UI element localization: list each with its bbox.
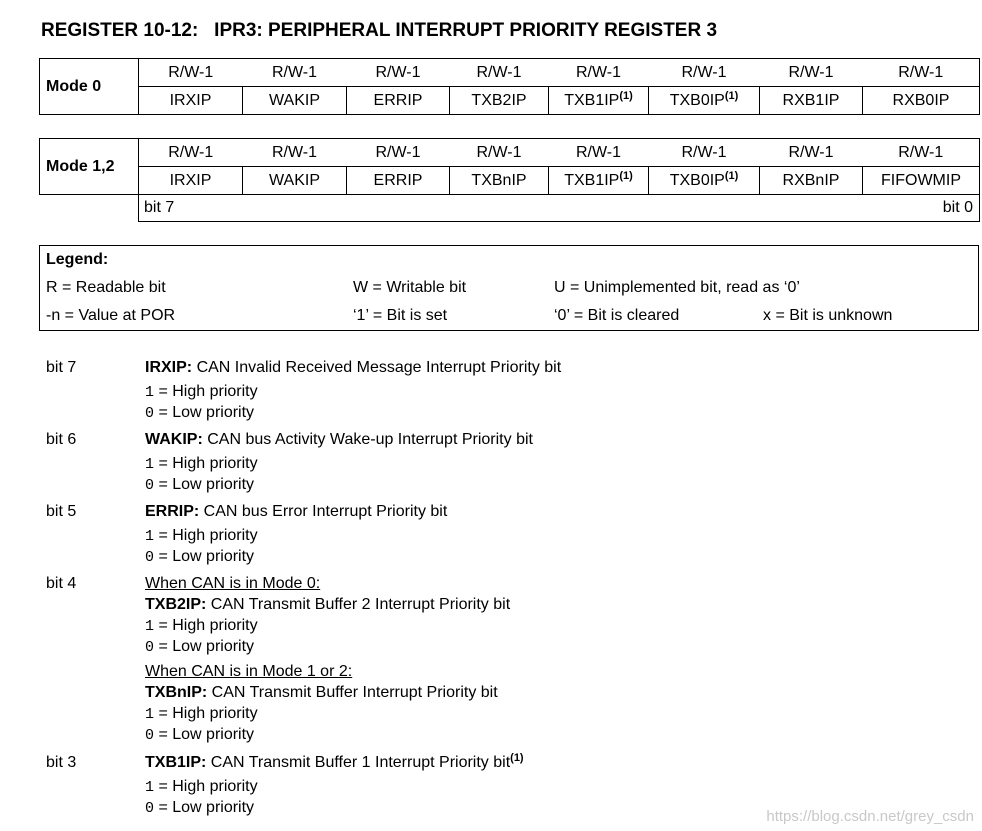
bit3-low: 0 = Low priority [145,799,255,817]
mode0-register-table [39,58,980,115]
bit4-mode12-high: 1 = High priority [145,705,258,723]
bit6-low: 0 = Low priority [145,476,255,494]
bit-position-spacer [40,195,139,222]
mode12-access-row [40,139,980,167]
mode0-access-cell: R/W-1 [347,59,450,87]
bit4-mode0-title: TXB2IP: CAN Transmit Buffer 2 Interrupt Priority bit [145,596,511,613]
bit5-high: 1 = High priority [145,527,258,545]
mode0-bit-name: IRXIP [139,87,243,115]
mode12-access-cell: R/W-1 [243,139,347,167]
mode0-access-cell: R/W-1 [549,59,649,87]
bit4-mode0-low: 0 = Low priority [145,638,255,656]
mode0-bit-name: ERRIP [347,87,450,115]
mode12-names-row [40,167,980,195]
mode0-bit-name: TXB2IP [450,87,549,115]
mode12-label: Mode 1,2 [40,139,139,195]
mode12-bit-name: TXB1IP$^{(1)}$ [549,167,649,195]
mode12-access-cell: R/W-1 [139,139,243,167]
legend-bit-unknown: x = Bit is unknown [763,307,893,324]
mode0-access-cell: R/W-1 [450,59,549,87]
bit6-number: bit 6 [46,431,77,448]
mode0-access-cell: R/W-1 [139,59,243,87]
bit4-mode12-heading: When CAN is in Mode 1 or 2: [145,663,353,680]
mode12-bit-name: IRXIP [139,167,243,195]
mode0-access-cell: R/W-1 [243,59,347,87]
mode0-bit-name: WAKIP [243,87,347,115]
mode12-bit-name: TXBnIP [450,167,549,195]
legend-title: Legend: [46,251,109,268]
mode0-access-cell: R/W-1 [760,59,863,87]
legend-readable: R = Readable bit [46,279,166,296]
bit7-low: 0 = Low priority [145,404,255,422]
mode12-access-cell: R/W-1 [863,139,980,167]
mode0-access-cell: R/W-1 [649,59,760,87]
bit-position-cell [139,195,980,222]
bit4-mode12-low: 0 = Low priority [145,726,255,744]
bit5-low: 0 = Low priority [145,548,255,566]
bit4-mode0-high: 1 = High priority [145,617,258,635]
bit-low-label: bit 0 [942,199,973,216]
bit7-title: IRXIP: CAN Invalid Received Message Interrupt Priority bit [145,359,562,376]
bit7-number: bit 7 [46,359,77,376]
bit-high-label: bit 7 [144,199,175,216]
mode12-bit-name: ERRIP [347,167,450,195]
legend-writable: W = Writable bit [353,279,467,296]
mode12-access-cell: R/W-1 [450,139,549,167]
bit3-title: TXB1IP: CAN Transmit Buffer 1 Interrupt Priority bit$^{(1)}$ [145,752,524,771]
mode0-label: Mode 0 [40,59,139,115]
mode12-bit-name: RXBnIP [760,167,863,195]
bit3-high: 1 = High priority [145,778,258,796]
mode12-bit-name: FIFOWMIP [863,167,980,195]
bit7-high: 1 = High priority [145,383,258,401]
bit4-number: bit 4 [46,575,77,592]
mode0-access-row [40,59,980,87]
mode12-access-cell: R/W-1 [549,139,649,167]
register-title: REGISTER 10-12: IPR3: PERIPHERAL INTERRUPT PRIORITY REGISTER 3 [41,20,718,41]
mode0-bit-name: RXB0IP [863,87,980,115]
bit6-title: WAKIP: CAN bus Activity Wake-up Interrupt Priority bit [145,431,533,448]
bit4-mode0-heading: When CAN is in Mode 0: [145,575,321,592]
mode0-bit-name: TXB0IP$^{(1)}$ [649,87,760,115]
mode12-access-cell: R/W-1 [347,139,450,167]
mode12-access-cell: R/W-1 [649,139,760,167]
legend-bit-set: ‘1’ = Bit is set [353,307,448,324]
legend-box [39,245,979,331]
mode12-bit-name: WAKIP [243,167,347,195]
mode12-bit-name: TXB0IP$^{(1)}$ [649,167,760,195]
bit4-mode12-title: TXBnIP: CAN Transmit Buffer Interrupt Priority bit [145,684,498,701]
mode0-bit-name: TXB1IP$^{(1)}$ [549,87,649,115]
bit-position-row [40,195,980,222]
legend-unimplemented: U = Unimplemented bit, read as ‘0’ [554,279,800,296]
mode0-access-cell: R/W-1 [863,59,980,87]
bit3-number: bit 3 [46,754,77,771]
mode12-register-table [39,138,980,222]
bit5-title: ERRIP: CAN bus Error Interrupt Priority bit [145,503,448,520]
watermark-url: https://blog.csdn.net/grey_csdn [766,808,974,825]
mode0-names-row [40,87,980,115]
bit5-number: bit 5 [46,503,77,520]
mode0-bit-name: RXB1IP [760,87,863,115]
legend-bit-cleared: ‘0’ = Bit is cleared [554,307,680,324]
bit6-high: 1 = High priority [145,455,258,473]
mode12-access-cell: R/W-1 [760,139,863,167]
legend-por: -n = Value at POR [46,307,176,324]
